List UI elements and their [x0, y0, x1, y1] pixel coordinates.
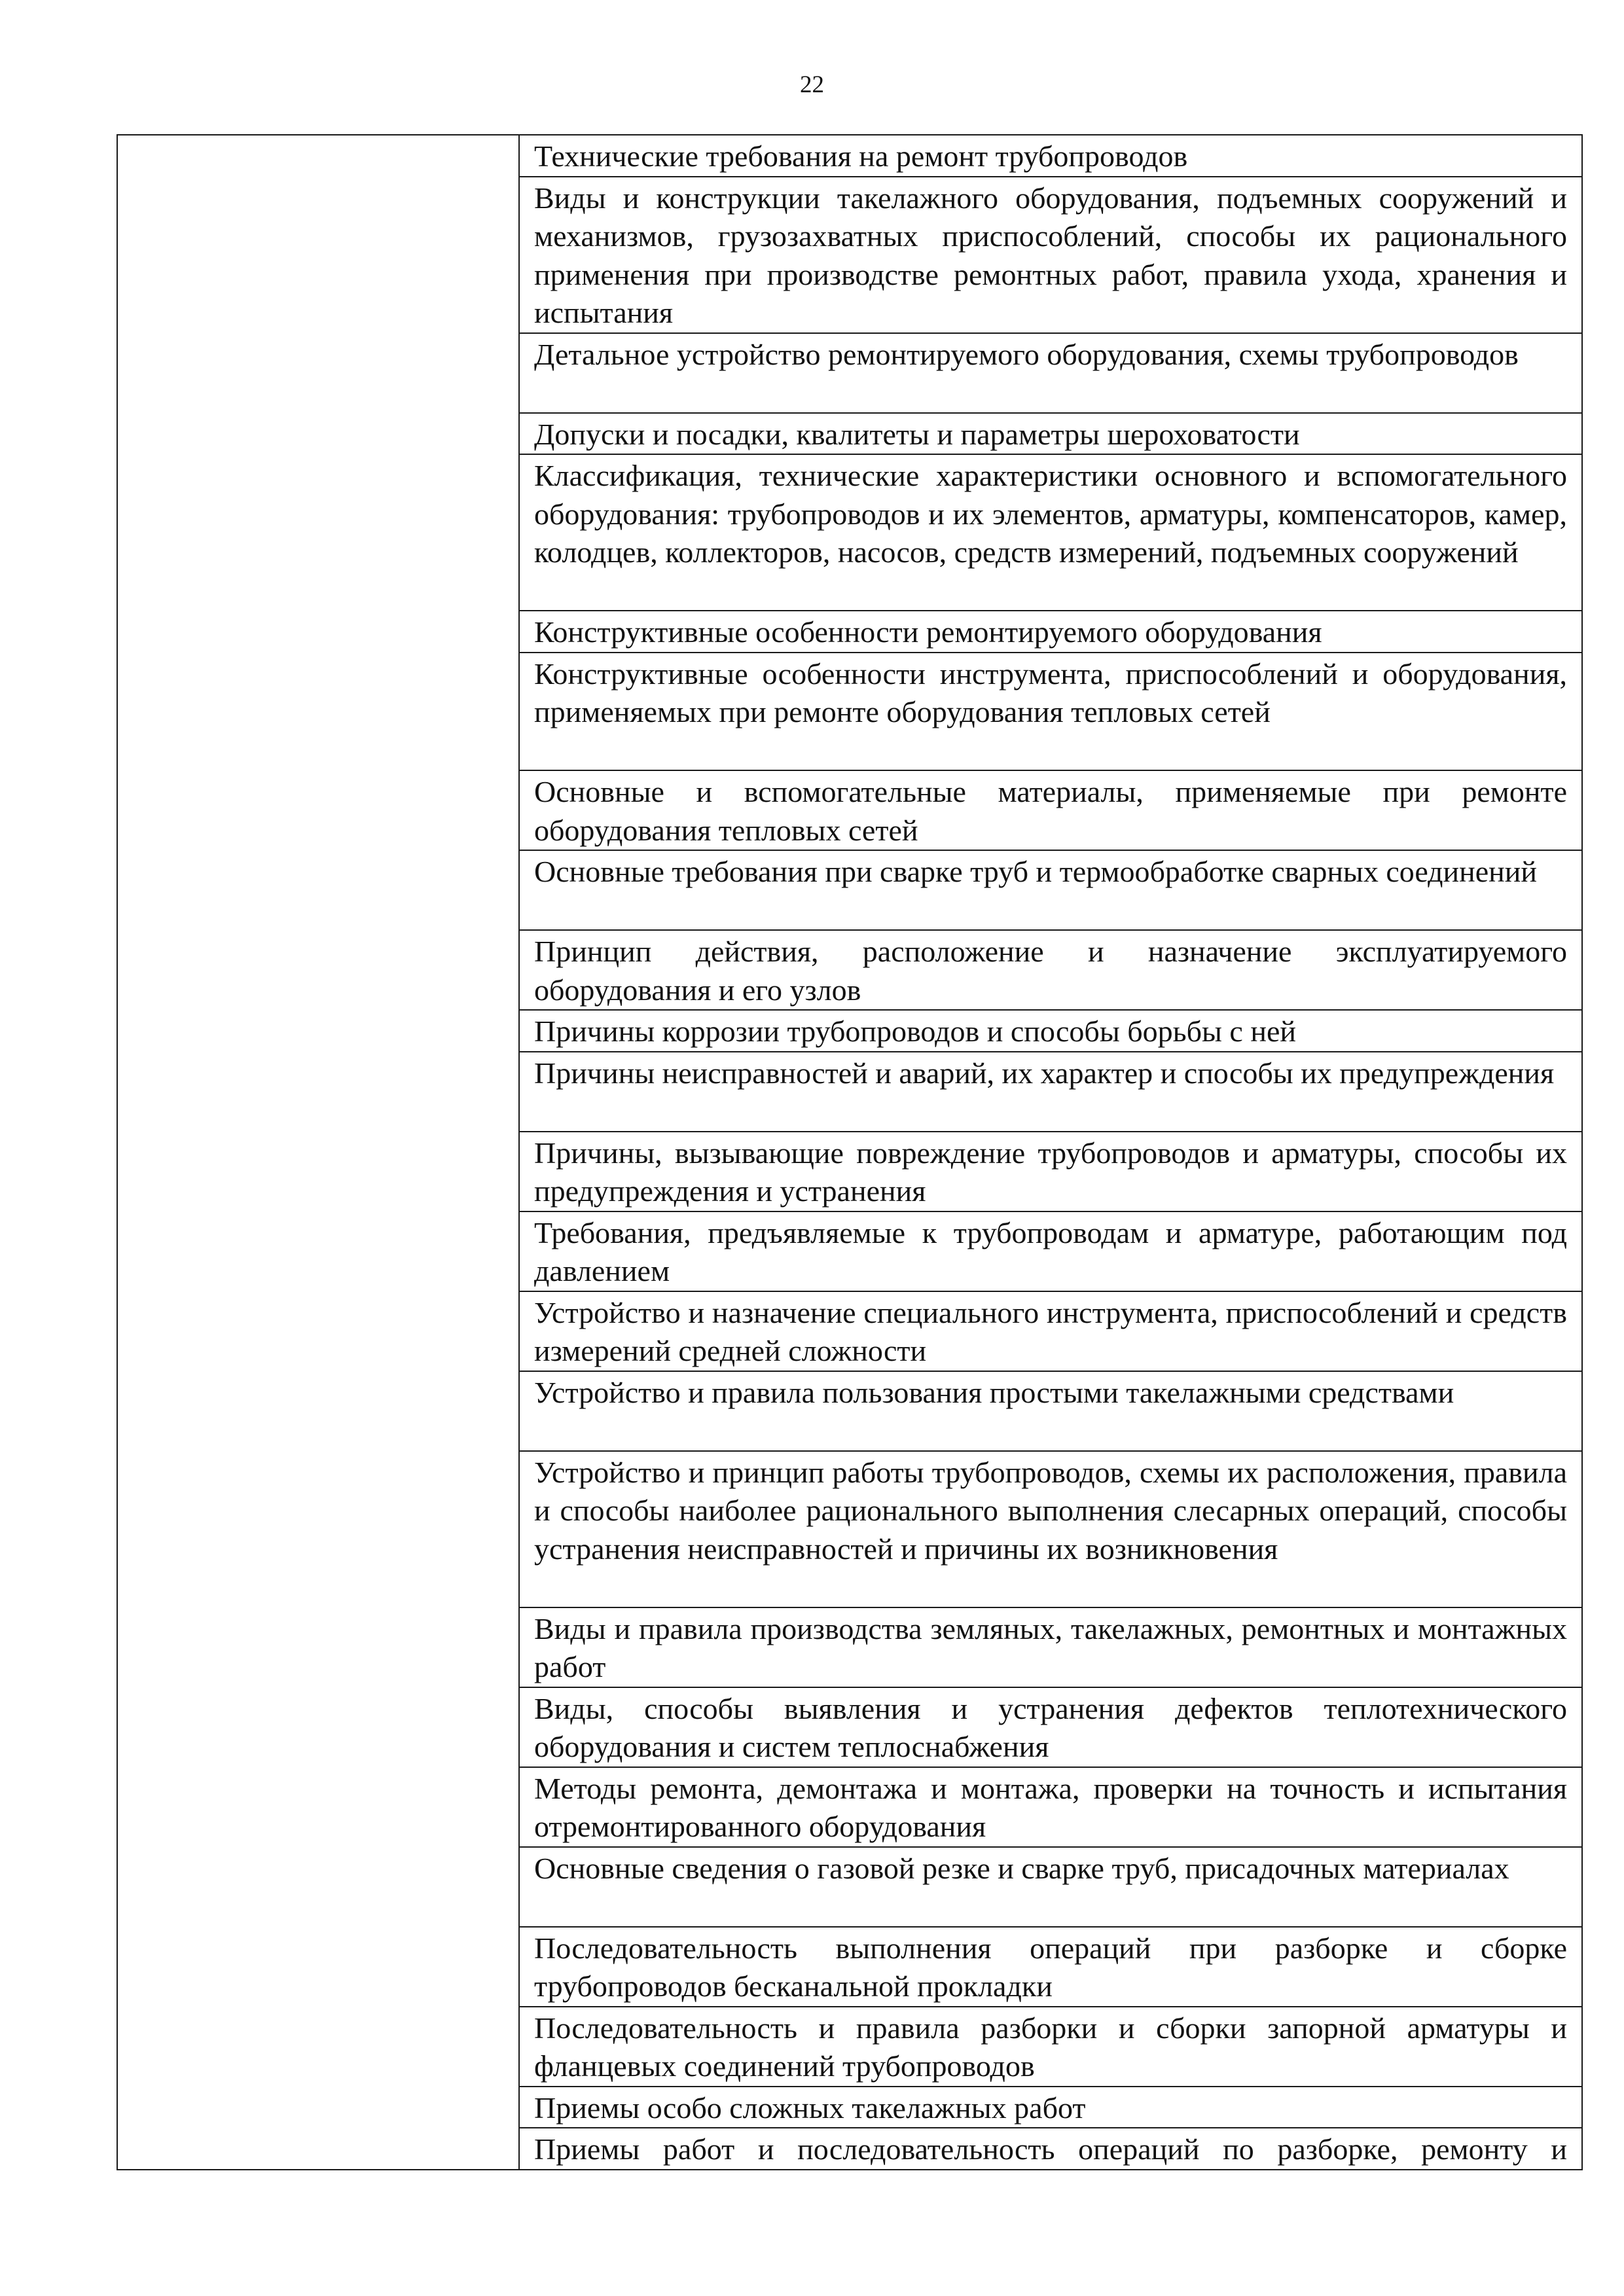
table-cell: Принцип действия, расположение и назначение эксплуатируемого оборудования и его узлов: [519, 930, 1582, 1010]
table-cell: Приемы работ и последовательность операций по разборке, ремонту и: [519, 2128, 1582, 2170]
table-cell: Конструктивные особенности инструмента, приспособлений и оборудования, применяемых при ремонте оборудования тепловых сетей: [519, 653, 1582, 771]
table-cell: Допуски и посадки, квалитеты и параметры шероховатости: [519, 413, 1582, 455]
table-cell: Причины неисправностей и аварий, их характер и способы их предупреждения: [519, 1052, 1582, 1132]
table-cell: Технические требования на ремонт трубопроводов: [519, 135, 1582, 177]
table-cell: Основные требования при сварке труб и термообработке сварных соединений: [519, 850, 1582, 930]
page-number: 22: [800, 71, 824, 98]
table-cell: Виды и конструкции такелажного оборудования, подъемных сооружений и механизмов, грузозахватных приспособлений, способы их рационального применения при производстве ремонтных работ, правила ухода, хранения и испытания: [519, 177, 1582, 333]
table-cell: Последовательность выполнения операций при разборке и сборке трубопроводов бесканальной прокладки: [519, 1927, 1582, 2007]
requirements-table-body: [117, 135, 1582, 2170]
table-cell: Приемы особо сложных такелажных работ: [519, 2087, 1582, 2128]
table-cell: Детальное устройство ремонтируемого оборудования, схемы трубопроводов: [519, 333, 1582, 413]
table-cell: Методы ремонта, демонтажа и монтажа, проверки на точность и испытания отремонтированного оборудования: [519, 1767, 1582, 1847]
table-cell: Классификация, технические характеристики основного и вспомогательного оборудования: трубопроводов и их элементов, арматуры, компенсаторов, камер, колодцев, коллекторов, насосов, средств измерений, подъемных сооружений: [519, 454, 1582, 611]
table-cell: Устройство и принцип работы трубопроводов, схемы их расположения, правила и способы наиболее рационального выполнения слесарных операций, способы устранения неисправностей и причины их возникновения: [519, 1451, 1582, 1607]
table-cell: Устройство и правила пользования простыми такелажными средствами: [519, 1371, 1582, 1451]
table-cell: Конструктивные особенности ремонтируемого оборудования: [519, 611, 1582, 653]
table-cell: Причины коррозии трубопроводов и способы борьбы с ней: [519, 1010, 1582, 1052]
table-cell: Виды, способы выявления и устранения дефектов теплотехнического оборудования и систем теплоснабжения: [519, 1687, 1582, 1767]
table-left-column: [117, 135, 519, 2170]
table-row: [117, 135, 1582, 177]
requirements-table: [117, 134, 1583, 2170]
table-cell: Причины, вызывающие повреждение трубопроводов и арматуры, способы их предупреждения и устранения: [519, 1132, 1582, 1211]
table-cell: Последовательность и правила разборки и сборки запорной арматуры и фланцевых соединений трубопроводов: [519, 2007, 1582, 2087]
table-cell: Устройство и назначение специального инструмента, приспособлений и средств измерений средней сложности: [519, 1291, 1582, 1371]
table-cell: Основные сведения о газовой резке и сварке труб, присадочных материалах: [519, 1847, 1582, 1927]
table-cell: Виды и правила производства земляных, такелажных, ремонтных и монтажных работ: [519, 1607, 1582, 1687]
table-cell: Основные и вспомогательные материалы, применяемые при ремонте оборудования тепловых сетей: [519, 770, 1582, 850]
table-cell: Требования, предъявляемые к трубопроводам и арматуре, работающим под давлением: [519, 1211, 1582, 1291]
